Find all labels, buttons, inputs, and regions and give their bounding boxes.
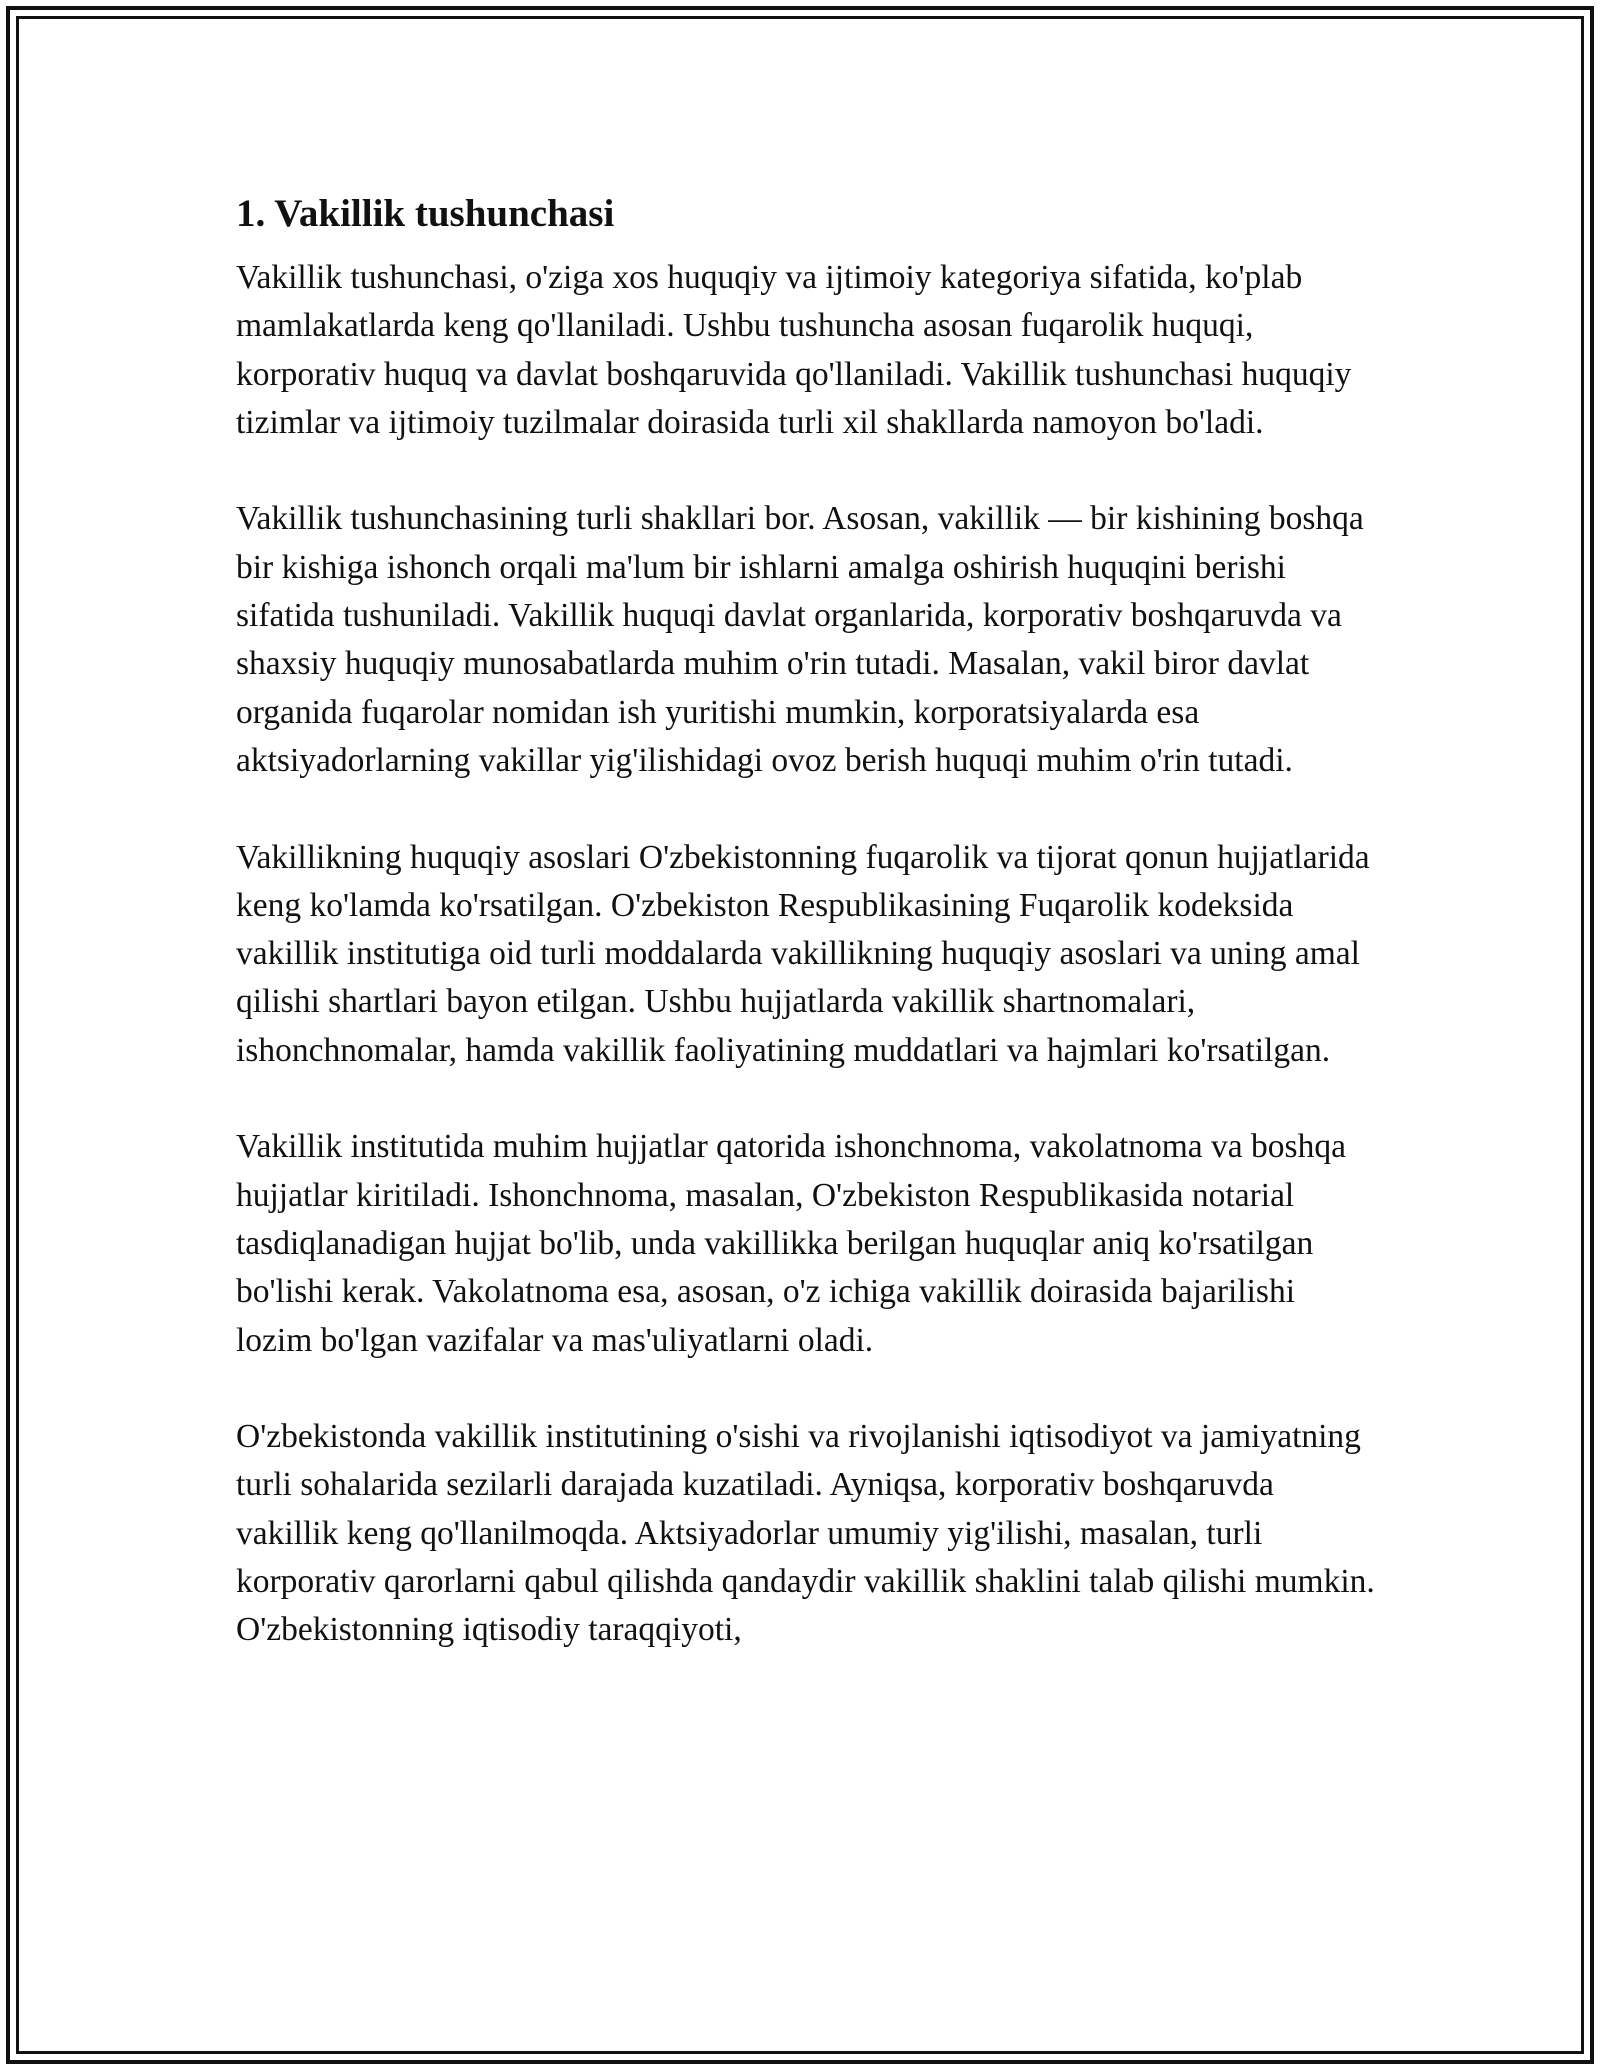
document-body: [236, 186, 1376, 1703]
paragraph-1: Vakillik tushunchasi, o'ziga xos huquqiy va ijtimoiy kategoriya sifatida, ko'plab mamlakatlarda keng qo'llaniladi. Ushbu tushuncha asosan fuqarolik huquqi, korporativ huquq va davlat boshqaruvida qo'llaniladi. Vakillik tushunchasi huquqiy tizimlar va ijtimoiy tuzilmalar doirasida turli xil shakllarda namoyon bo'ladi.: [236, 259, 1352, 441]
paragraph-4: Vakillik institutida muhim hujjatlar qatorida ishonchnoma, vakolatnoma va boshqa hujjatlar kiritiladi. Ishonchnoma, masalan, O'zbekiston Respublikasida notarial tasdiqlanadigan hujjat bo'lib, unda vakillikka berilgan huquqlar aniq ko'rsatilgan bo'lishi kerak. Vakolatnoma esa, asosan, o'z ichiga vakillik doirasida bajarilishi lozim bo'lgan vazifalar va mas'uliyatlarni oladi.: [236, 1128, 1346, 1359]
paragraph-2: Vakillik tushunchasining turli shakllari bor. Asosan, vakillik — bir kishining boshqa bir kishiga ishonch orqali ma'lum bir ishlarni amalga oshirish huquqini berishi sifatida tushuniladi. Vakillik huquqi davlat organlarida, korporativ boshqaruvda va shaxsiy huquqiy munosabatlarda muhim o'rin tutadi. Masalan, vakil biror davlat organida fuqarolar nomidan ish yuritishi mumkin, korporatsiyalarda esa aktsiyadorlarning vakillar yig'ilishidagi ovoz berish huquqi muhim o'rin tutadi.: [236, 500, 1364, 779]
paragraph-3: Vakillikning huquqiy asoslari O'zbekistonning fuqarolik va tijorat qonun hujjatlarida keng ko'lamda ko'rsatilgan. O'zbekiston Respublikasining Fuqarolik kodeksida vakillik institutiga oid turli moddalarda vakillikning huquqiy asoslari va uning amal qilishi shartlari bayon etilgan. Ushbu hujjatlarda vakillik shartnomalari, ishonchnomalar, hamda vakillik faoliyatining muddatlari va hajmlari ko'rsatilgan.: [236, 838, 1370, 1069]
paragraph-5: O'zbekistonda vakillik institutining o'sishi va rivojlanishi iqtisodiyot va jamiyatning turli sohalarida sezilarli darajada kuzatiladi. Ayniqsa, korporativ boshqaruvda vakillik keng qo'llanilmoqda. Aktsiyadorlar umumiy yig'ilishi, masalan, turli korporativ qarorlarni qabul qilishda qandaydir vakillik shaklini talab qilishi mumkin. O'zbekistonning iqtisodiy taraqqiyoti,: [236, 1418, 1375, 1649]
section-heading: 1. Vakillik tushunchasi: [236, 192, 615, 235]
